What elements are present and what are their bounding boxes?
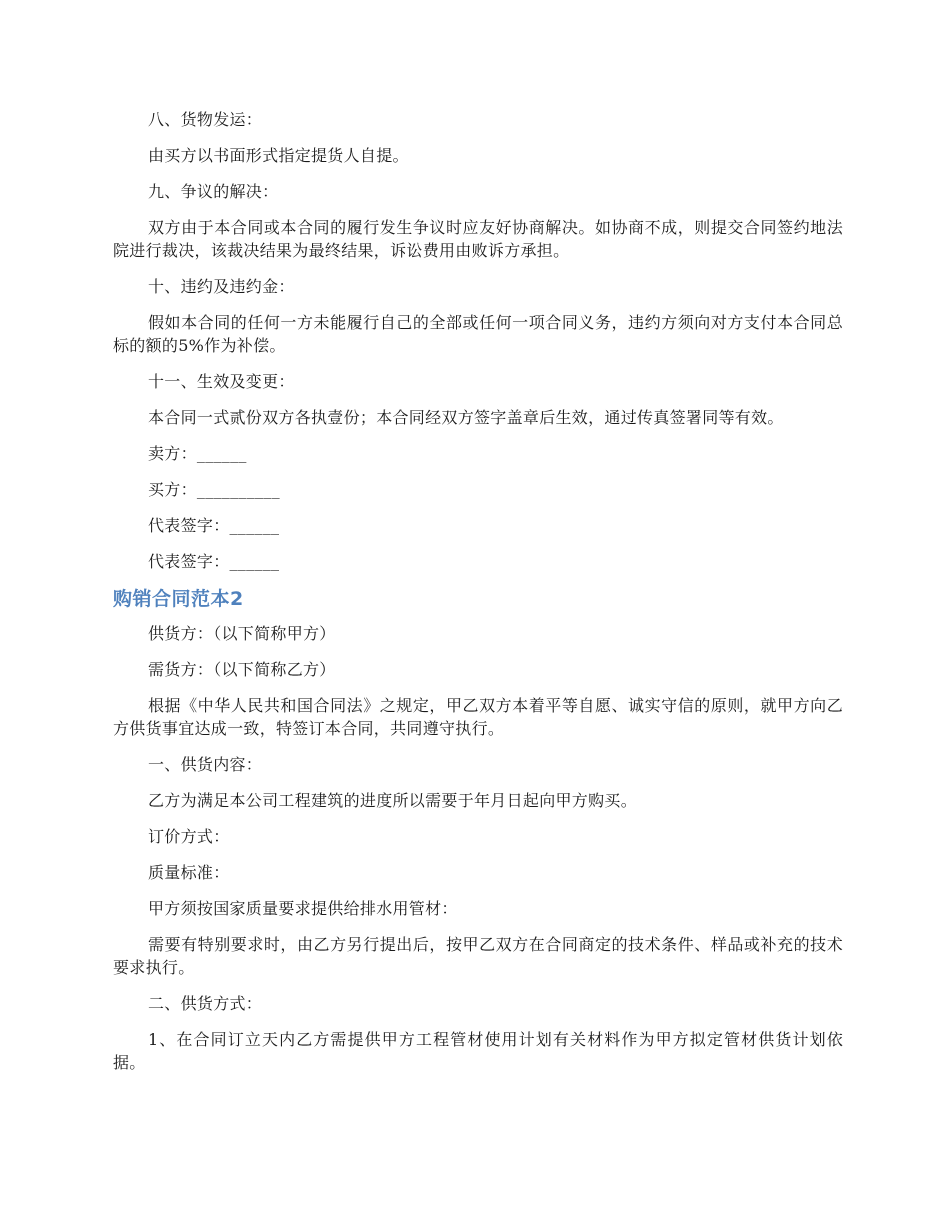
clause-heading-breach: 十、违约及违约金： — [148, 277, 295, 296]
clause-heading-effect: 十一、生效及变更： — [148, 372, 295, 391]
quality-text: 甲方须按国家质量要求提供给排水用管材： — [148, 899, 458, 918]
representative-signature-line: 代表签字：______ — [148, 516, 280, 535]
section-title: 购销合同范本2 — [113, 588, 244, 610]
preamble-text: 根据《中华人民共和国合同法》之规定，甲乙双方本着平等自愿、诚实守信的原则，就甲方向乙方供货事宜达成一致，特签订本合同，共同遵守执行。 — [113, 696, 843, 738]
document-page — [113, 108, 843, 1087]
clause-heading-supply-method: 二、供货方式： — [148, 994, 263, 1013]
seller-signature-line: 卖方：______ — [148, 444, 247, 463]
clause-text-breach: 假如本合同的任何一方未能履行自己的全部或任何一项合同义务，违约方须向对方支付本合同总标的额的5%作为补偿。 — [113, 313, 843, 355]
clause-text-effect: 本合同一式贰份双方各执壹份；本合同经双方签字盖章后生效，通过传真签署同等有效。 — [148, 408, 784, 427]
special-requirements-text: 需要有特别要求时，由乙方另行提出后，按甲乙双方在合同商定的技术条件、样品或补充的技术要求执行。 — [113, 935, 843, 977]
clause-text-supply-content: 乙方为满足本公司工程建筑的进度所以需要于年月日起向甲方购买。 — [148, 791, 638, 810]
quality-standard-line: 质量标准： — [148, 863, 230, 882]
clause-heading-shipping: 八、货物发运： — [148, 110, 263, 129]
clause-heading-dispute: 九、争议的解决： — [148, 182, 279, 201]
clause-text-supply-method-1: 1、在合同订立天内乙方需提供甲方工程管材使用计划有关材料作为甲方拟定管材供货计划依据。 — [113, 1030, 843, 1072]
buyer-line: 需货方：（以下简称乙方） — [148, 660, 336, 679]
clause-heading-supply-content: 一、供货内容： — [148, 755, 263, 774]
clause-text-dispute: 双方由于本合同或本合同的履行发生争议时应友好协商解决。如协商不成，则提交合同签约地法院进行裁决，该裁决结果为最终结果，诉讼费用由败诉方承担。 — [113, 218, 843, 260]
representative-signature-line: 代表签字：______ — [148, 552, 280, 571]
buyer-signature-line: 买方：__________ — [148, 480, 280, 499]
pricing-method-line: 订价方式： — [148, 827, 230, 846]
clause-text-shipping: 由买方以书面形式指定提货人自提。 — [148, 146, 409, 165]
supplier-line: 供货方：（以下简称甲方） — [148, 624, 336, 643]
